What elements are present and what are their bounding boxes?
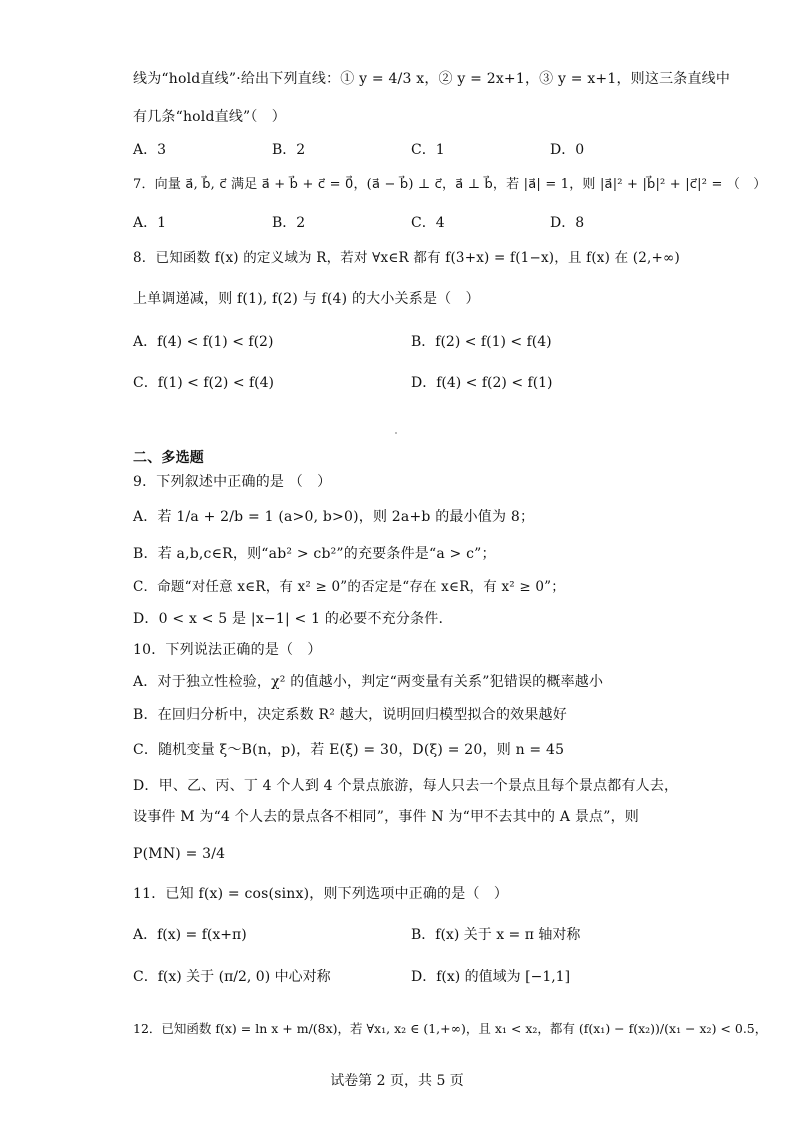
q8-line-2: 上单调递减，则 f(1), f(2) 与 f(4) 的大小关系是（ ） — [133, 291, 480, 307]
q12-stem: 12．已知函数 f(x) = ln x + m/(8x)，若 ∀x₁, x₂ ∈ (1,+∞)，且 x₁ < x₂，都有 (f(x₁) − f(x₂))/(x₁ − x₂) < 0.5， — [133, 1021, 768, 1036]
q8-option-a: A．f(4) < f(1) < f(2) — [133, 334, 274, 350]
q11-option-c: C．f(x) 关于 (π/2, 0) 中心对称 — [133, 969, 331, 985]
section-title-multiple-choice: 二、多选题 — [133, 450, 204, 466]
q7-option-a: A．1 — [133, 215, 167, 231]
q7-option-c: C．4 — [411, 215, 445, 231]
q10-option-c: C．随机变量 ξ～B(n，p)，若 E(ξ) = 30，D(ξ) = 20，则 n = 45 — [133, 742, 565, 758]
q9-option-a: A．若 1/a + 2/b = 1 (a>0, b>0)，则 2a+b 的最小值为 8； — [133, 509, 535, 525]
q8-option-b: B．f(2) < f(1) < f(4) — [411, 334, 552, 350]
q9-option-c: C．命题“对任意 x∈R，有 x² ≥ 0”的否定是“存在 x∈R，有 x² ≥ 0”； — [133, 579, 565, 595]
q10-option-b: B．在回归分析中，决定系数 R² 越大，说明回归模型拟合的效果越好 — [133, 707, 567, 723]
q8-option-c: C．f(1) < f(2) < f(4) — [133, 375, 275, 391]
scan-speck — [395, 432, 397, 434]
q11-stem: 11．已知 f(x) = cos(sinx)，则下列选项中正确的是（ ） — [133, 886, 509, 902]
q10-stem: 10．下列说法正确的是（ ） — [133, 642, 322, 658]
q10-option-d-line-3: P(MN) = 3/4 — [133, 846, 226, 862]
q6-option-a: A．3 — [133, 142, 167, 158]
q9-option-d: D．0 < x < 5 是 |x−1| < 1 的必要不充分条件. — [133, 611, 444, 627]
q6-option-d: D．0 — [550, 142, 585, 158]
page-footer: 试卷第 2 页，共 5 页 — [330, 1073, 464, 1089]
q6-option-b: B．2 — [272, 142, 306, 158]
q11-option-a: A．f(x) = f(x+π) — [133, 927, 247, 943]
q10-option-d-line-1: D．甲、乙、丙、丁 4 个人到 4 个景点旅游，每人只去一个景点且每个景点都有人去， — [133, 778, 679, 794]
q11-option-d: D．f(x) 的值域为 [−1,1] — [411, 969, 571, 985]
q6-line-2: 有几条“hold直线”（ ） — [133, 109, 286, 125]
q6-line-1: 线为“hold直线”·给出下列直线：① y = 4/3 x，② y = 2x+1，③ y = x+1，则这三条直线中 — [133, 71, 731, 87]
q6-option-c: C．1 — [411, 142, 445, 158]
q7-stem: 7．向量 a⃗, b⃗, c⃗ 满足 a⃗ + b⃗ + c⃗ = 0⃗，(a⃗ − b⃗) ⊥ c⃗，a⃗ ⊥ b⃗，若 |a⃗| = 1，则 |a⃗|² + |b⃗|² + |c⃗|² = （ ） — [133, 177, 767, 192]
q7-option-d: D．8 — [550, 215, 585, 231]
q8-line-1: 8．已知函数 f(x) 的定义域为 R，若对 ∀x∈R 都有 f(3+x) = f(1−x)，且 f(x) 在 (2,+∞) — [133, 250, 680, 266]
q7-option-b: B．2 — [272, 215, 306, 231]
q11-option-b: B．f(x) 关于 x = π 轴对称 — [411, 927, 581, 943]
q8-option-d: D．f(4) < f(2) < f(1) — [411, 375, 553, 391]
q10-option-d-line-2: 设事件 M 为“4 个人去的景点各不相同”，事件 N 为“甲不去其中的 A 景点”，则 — [133, 809, 639, 825]
q9-stem: 9．下列叙述中正确的是 （ ） — [133, 474, 332, 490]
q10-option-a: A．对于独立性检验，χ² 的值越小，判定“两变量有关系”犯错误的概率越小 — [133, 674, 604, 690]
q9-option-b: B．若 a,b,c∈R，则“ab² > cb²”的充要条件是“a > c”； — [133, 546, 496, 562]
